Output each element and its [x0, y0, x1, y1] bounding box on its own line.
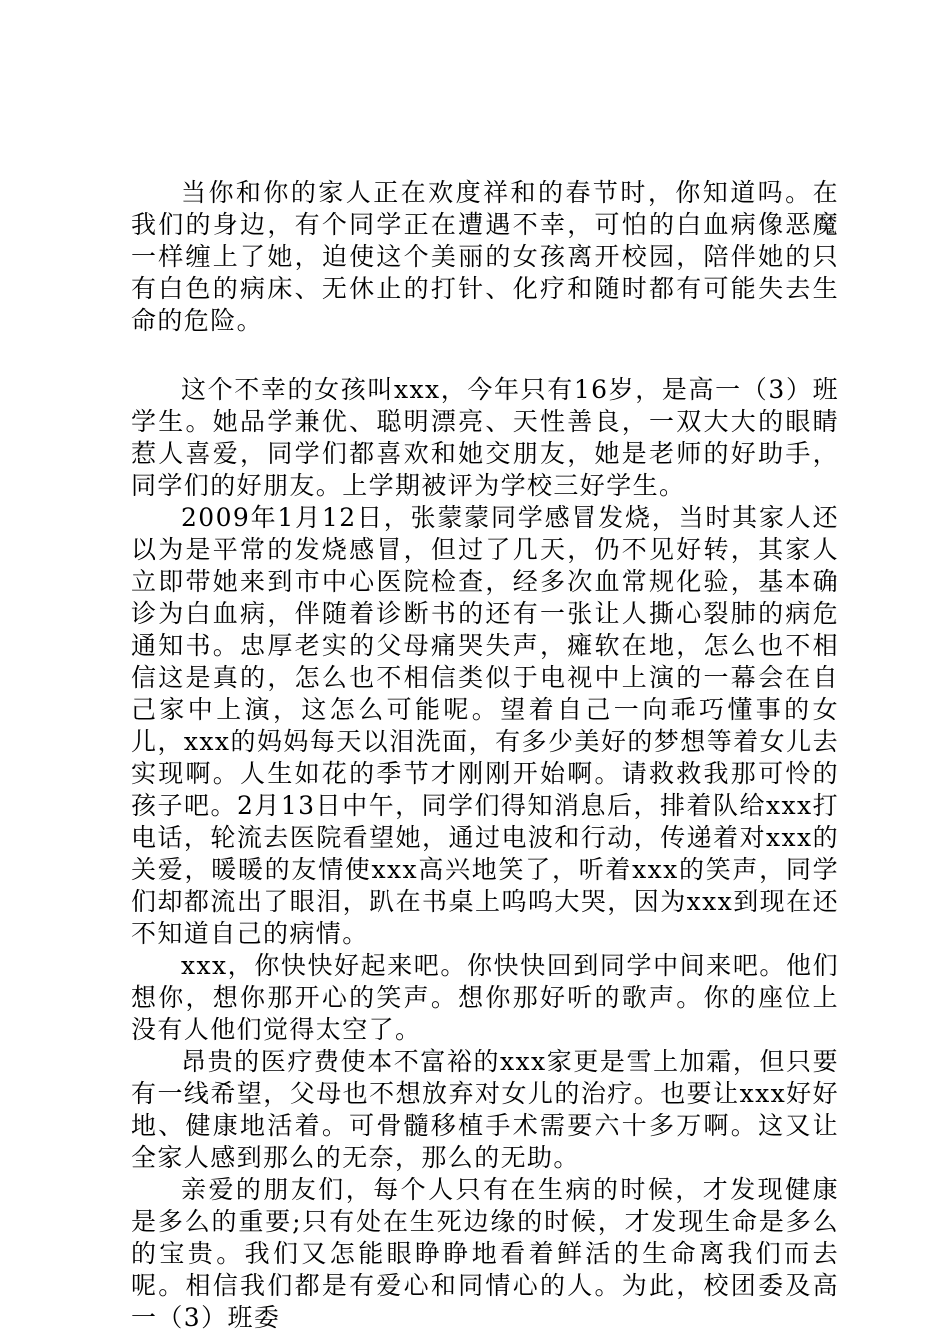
paragraph-student-profile: 这个不幸的女孩叫xxx，今年只有16岁，是高一（3）班学生。她品学兼优、聪明漂亮、天性善良，一双大大的眼睛惹人喜爱，同学们都喜欢和她交朋友，她是老师的好助手，同学们的好朋友。上学期被评为学校三好学生。: [131, 375, 839, 500]
paragraph-diagnosis: 2009年1月12日，张蒙蒙同学感冒发烧，当时其家人还以为是平常的发烧感冒，但过了几天，仍不见好转，其家人立即带她来到市中心医院检查，经多次血常规化验，基本确诊为白血病，伴随着诊断书的还有一张让人撕心裂肺的病危通知书。忠厚老实的父母痛哭失声，瘫软在地，怎么也不相信这是真的，怎么也不相信类似于电视中上演的一幕会在自己家中上演，这怎么可能呢。望着自己一向乖巧懂事的女儿，xxx的妈妈每天以泪洗面，有多少美好的梦想等着女儿去实现啊。人生如花的季节才刚刚开始啊。请救救我那可怜的孩子吧。2月13日中午，同学们得知消息后，排着队给xxx打电话，轮流去医院看望她，通过电波和行动，传递着对xxx的关爱，暖暖的友情使xxx高兴地笑了，听着xxx的笑声，同学们却都流出了眼泪，趴在书桌上呜呜大哭，因为xxx到现在还不知道自己的病情。: [131, 503, 839, 948]
paragraph-intro: 当你和你的家人正在欢度祥和的春节时，你知道吗。在我们的身边，有个同学正在遭遇不幸，可怕的白血病像恶魔一样缠上了她，迫使这个美丽的女孩离开校园，陪伴她的只有白色的病床、无休止的打针、化疗和随时都有可能失去生命的危险。: [131, 178, 839, 335]
paragraph-medical-cost: 昂贵的医疗费使本不富裕的xxx家更是雪上加霜，但只要有一线希望，父母也不想放弃对女儿的治疗。也要让xxx好好地、健康地活着。可骨髓移植手术需要六十多万啊。这又让全家人感到那么的无奈，那么的无助。: [131, 1047, 839, 1172]
document-body: [131, 177, 839, 1334]
paragraph-appeal: 亲爱的朋友们，每个人只有在生病的时候，才发现健康是多么的重要;只有处在生死边缘的时候，才发现生命是多么的宝贵。我们又怎能眼睁睁地看着鲜活的生命离我们而去呢。相信我们都是有爱心和同情心的人。为此，校团委及高一（3）班委: [131, 1175, 839, 1332]
paragraph-get-well: xxx，你快快好起来吧。你快快回到同学中间来吧。他们想你，想你那开心的笑声。想你那好听的歌声。你的座位上没有人他们觉得太空了。: [131, 951, 839, 1044]
